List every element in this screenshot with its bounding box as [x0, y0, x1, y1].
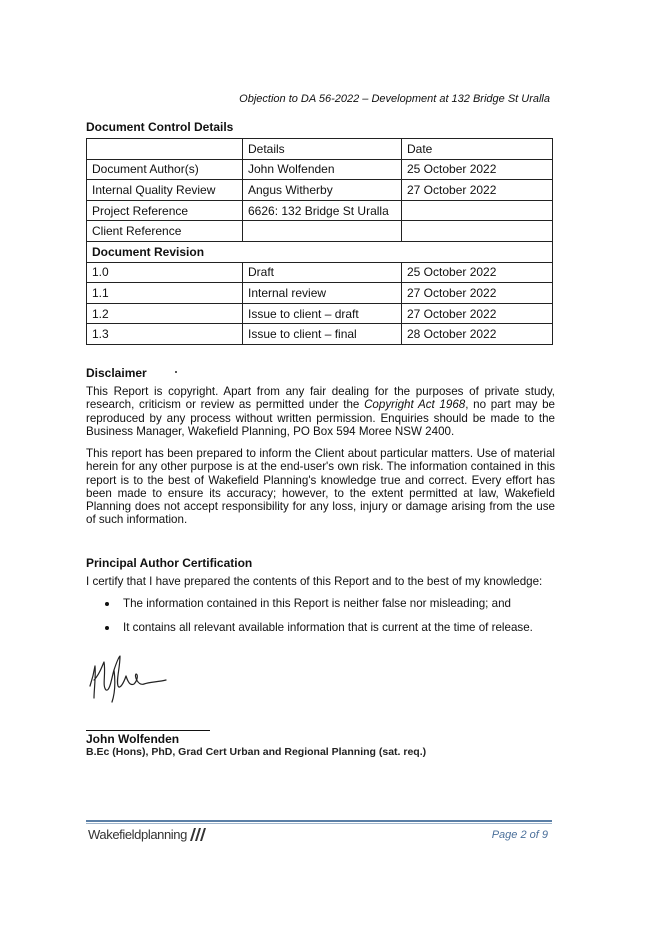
table-cell: 25 October 2022: [402, 159, 553, 180]
page-number: Page 2 of 9: [491, 829, 548, 841]
bullet-icon: [105, 602, 109, 606]
author-credentials: B.Ec (Hons), PhD, Grad Cert Urban and Regional Planning (sat. req.): [86, 746, 427, 758]
document-control-table: [86, 138, 553, 345]
disclaimer-heading: Disclaimer: [86, 366, 147, 380]
document-control-heading: Document Control Details: [86, 120, 234, 134]
table-cell: 25 October 2022: [402, 262, 553, 283]
disclaimer-paragraph-1: [86, 385, 555, 438]
table-cell: Project Reference: [87, 200, 243, 221]
footer-divider-secondary: [86, 823, 552, 824]
table-cell: Client Reference: [87, 221, 243, 242]
table-header-cell: Details: [243, 139, 402, 160]
revision-heading-row: [87, 241, 553, 262]
wakefield-planning-logo: [88, 826, 209, 842]
list-item-text: The information contained in this Report is neither false nor misleading; and: [123, 597, 511, 610]
table-cell: 1.3: [87, 324, 243, 345]
table-cell: 1.1: [87, 283, 243, 304]
copyright-act-reference: Copyright Act 1968: [364, 398, 466, 412]
list-item: [86, 597, 556, 621]
table-row: [87, 262, 553, 283]
table-row: [87, 180, 553, 201]
table-row: [87, 324, 553, 345]
logo-mark-icon: [189, 826, 209, 842]
stray-mark: [175, 371, 177, 373]
bullet-icon: [105, 626, 109, 630]
author-name: John Wolfenden: [86, 732, 180, 746]
table-row: [87, 200, 553, 221]
table-cell: Internal Quality Review: [87, 180, 243, 201]
table-cell: [402, 221, 553, 242]
table-cell: John Wolfenden: [243, 159, 402, 180]
list-item-text: It contains all relevant available information that is current at the time of release.: [123, 621, 533, 634]
table-header-cell: [87, 139, 243, 160]
table-cell: [243, 221, 402, 242]
table-row: [87, 221, 553, 242]
table-cell: 28 October 2022: [402, 324, 553, 345]
table-cell: Issue to client – draft: [243, 303, 402, 324]
table-cell: Document Author(s): [87, 159, 243, 180]
table-row: [87, 303, 553, 324]
revision-heading: Document Revision: [87, 241, 553, 262]
table-cell: [402, 200, 553, 221]
certification-list: [86, 597, 556, 645]
table-row: [87, 283, 553, 304]
list-item: [86, 621, 556, 645]
certification-heading: Principal Author Certification: [86, 556, 253, 570]
table-cell: 27 October 2022: [402, 303, 553, 324]
table-cell: Angus Witherby: [243, 180, 402, 201]
disclaimer-text: , no part may be reproduced by any process without written permission. Enquiries should be made to the Business Manager, Wakefield Planning, PO Box 594 Moree NSW 2400.: [86, 398, 555, 438]
table-cell: 27 October 2022: [402, 180, 553, 201]
logo-wordmark: Wakefieldplanning: [88, 827, 187, 842]
table-row: [87, 159, 553, 180]
disclaimer-paragraph-2: This report has been prepared to inform the Client about particular matters. Use of material herein for any other purpose is at the end-user's own risk. The information contained in this report is to the best of Wakefield Planning's knowledge true and correct. Every effort has been made to ensure its accuracy; however, to the extent permitted at law, Wakefield Planning does not accept responsibility for any loss, injury or damage arising from the use of such information.: [86, 447, 555, 527]
signature-line: [86, 730, 210, 731]
certification-intro: I certify that I have prepared the contents of this Report and to the best of my knowledge:: [86, 575, 543, 588]
footer-divider: [86, 820, 552, 822]
table-cell: 27 October 2022: [402, 283, 553, 304]
table-cell: Issue to client – final: [243, 324, 402, 345]
table-cell: Draft: [243, 262, 402, 283]
disclaimer-text: This Report is copyright. Apart from any fair dealing for the purposes of private study, research, criticism or review as permitted under the: [86, 385, 555, 412]
table-cell: Internal review: [243, 283, 402, 304]
table-header-row: [87, 139, 553, 160]
table-header-cell: Date: [402, 139, 553, 160]
table-cell: 6626: 132 Bridge St Uralla: [243, 200, 402, 221]
author-signature: [86, 646, 176, 704]
table-cell: 1.2: [87, 303, 243, 324]
running-header: Objection to DA 56-2022 – Development at 132 Bridge St Uralla: [239, 93, 550, 105]
table-cell: 1.0: [87, 262, 243, 283]
